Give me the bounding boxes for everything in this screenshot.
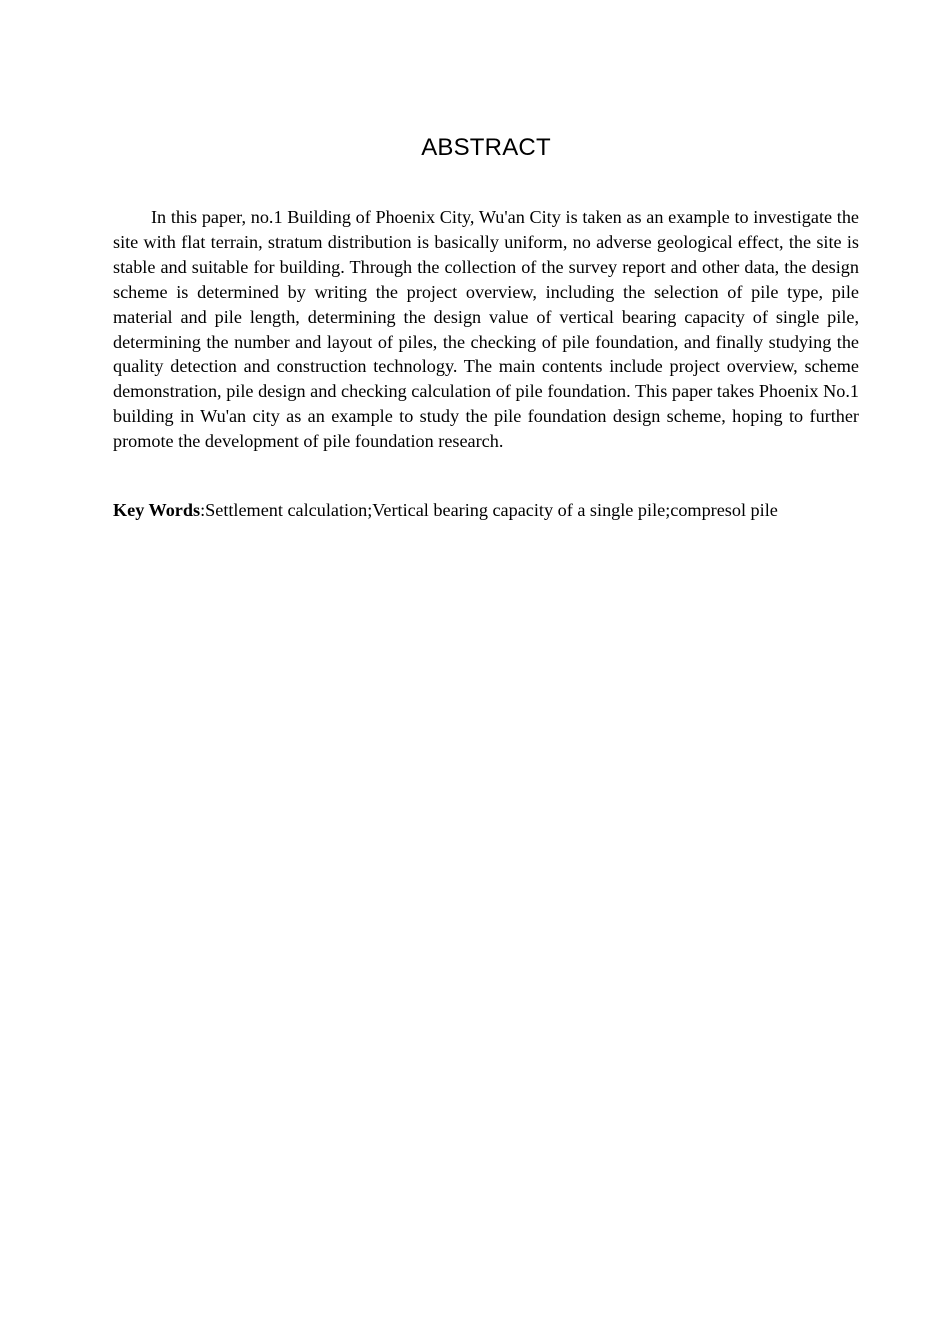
- keywords-text: Settlement calculation;Vertical bearing capacity of a single pile;compresol pile: [205, 500, 778, 520]
- keywords-separator: :: [200, 500, 206, 520]
- abstract-paragraph: In this paper, no.1 Building of Phoenix City, Wu'an City is taken as an example to investigate the site with flat terrain, stratum distribution is basically uniform, no adverse geological effect, the site is stable and suitable for building. Through the collection of the survey report and other data, the design scheme is determined by writing the project overview, including the selection of pile type, pile material and pile length, determining the design value of vertical bearing capacity of single pile, determining the number and layout of piles, the checking of pile foundation, and finally studying the quality detection and construction technology. The main contents include project overview, scheme demonstration, pile design and checking calculation of pile foundation. This paper takes Phoenix No.1 building in Wu'an city as an example to study the pile foundation design scheme, hoping to further promote the development of pile foundation research.: [113, 207, 859, 452]
- abstract-title: ABSTRACT: [421, 134, 551, 161]
- keywords-label: Key Words: [113, 500, 201, 520]
- keywords-line: [113, 498, 873, 523]
